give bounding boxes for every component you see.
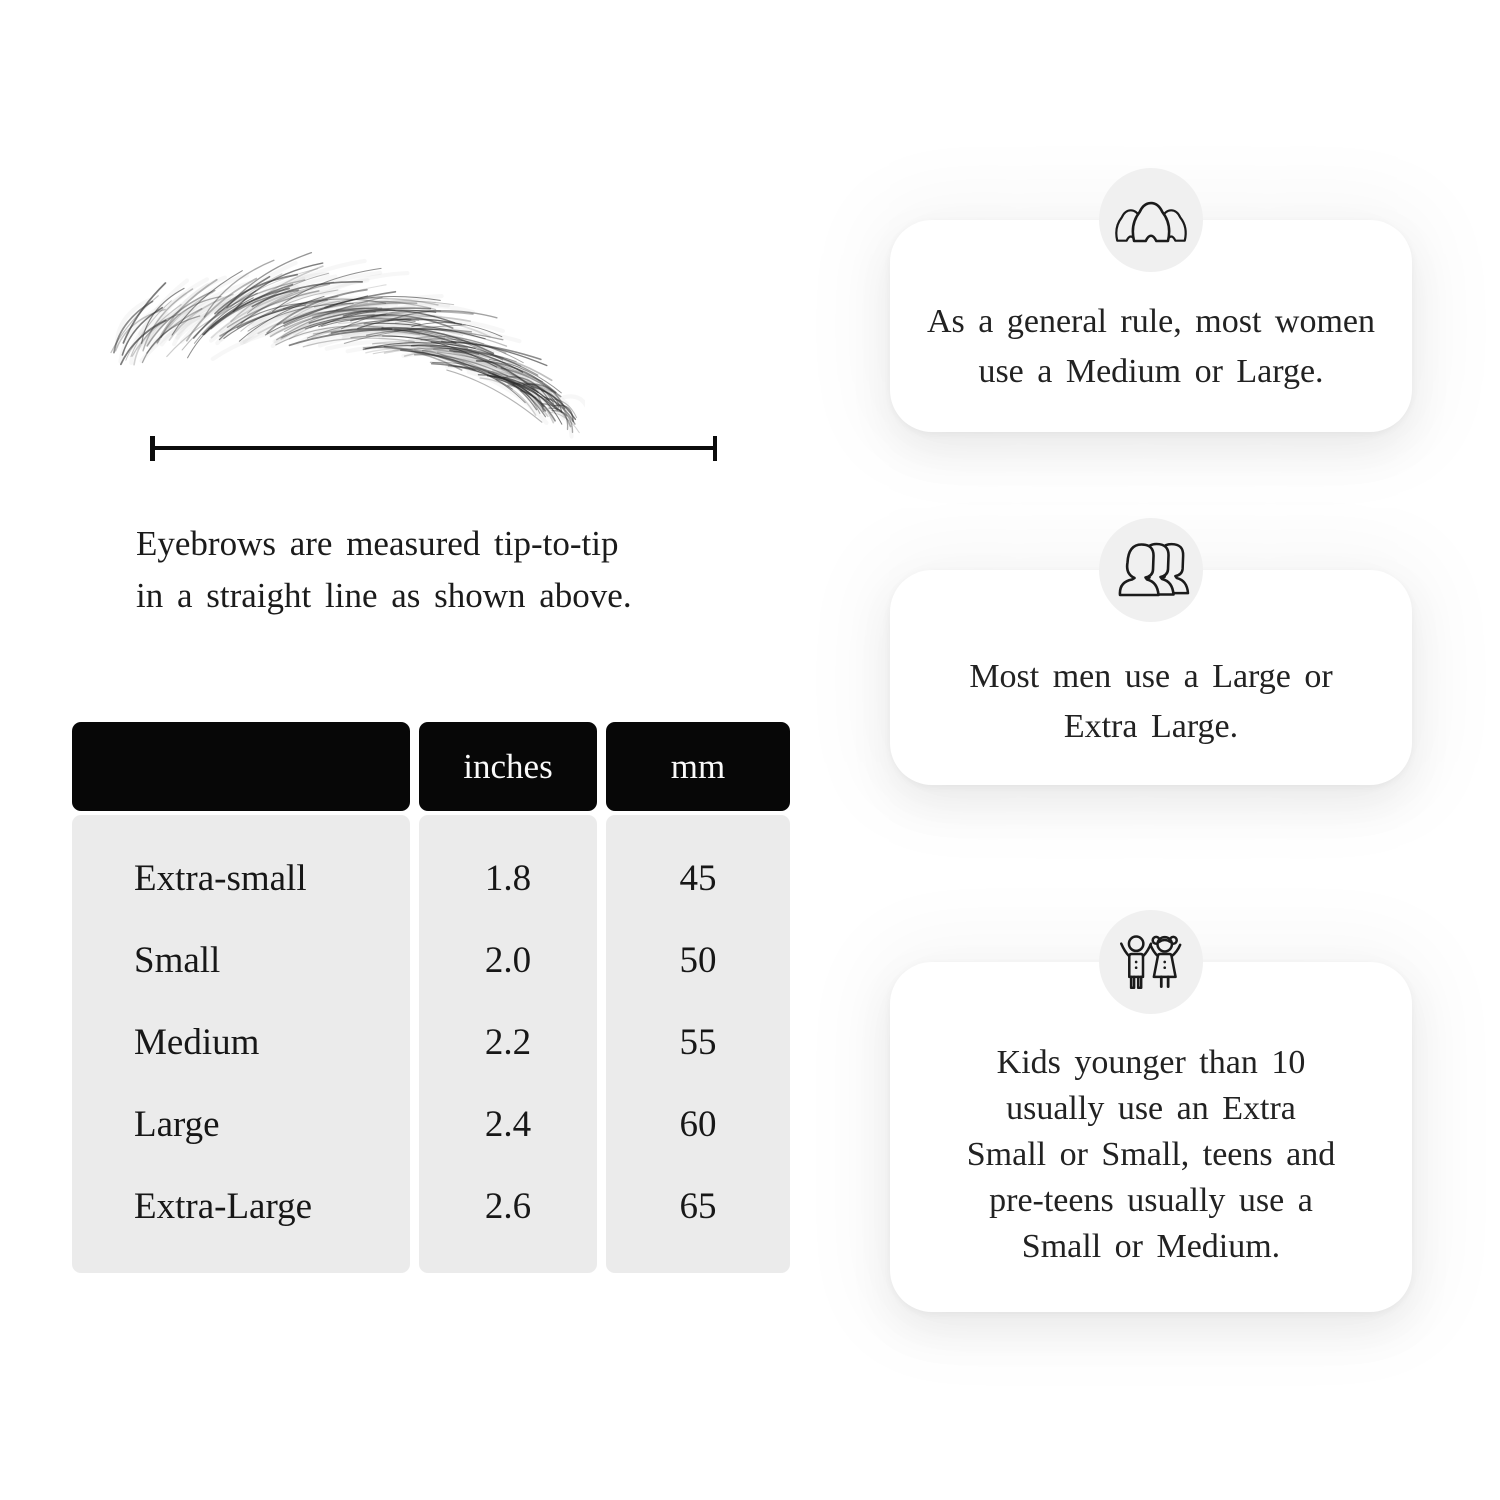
measurement-line-right-cap bbox=[713, 436, 718, 461]
size-label: Medium bbox=[134, 1021, 260, 1063]
inches-value: 2.0 bbox=[484, 939, 532, 981]
size-label: Extra-Large bbox=[134, 1185, 313, 1227]
table-header-inches: inches bbox=[419, 722, 597, 811]
mm-value: 45 bbox=[679, 857, 717, 899]
figure-caption bbox=[136, 518, 632, 622]
inches-value: 2.2 bbox=[484, 1021, 532, 1063]
mm-value: 55 bbox=[679, 1021, 717, 1063]
table-header-size bbox=[72, 722, 410, 811]
mm-column bbox=[606, 815, 790, 1273]
inches-value: 2.6 bbox=[484, 1185, 532, 1227]
women-badge bbox=[1099, 168, 1203, 272]
size-table-header-row bbox=[72, 722, 790, 811]
note-card-women bbox=[890, 220, 1412, 432]
size-label: Extra-small bbox=[134, 857, 307, 899]
figure-caption-line-1: Eyebrows are measured tip-to-tip bbox=[136, 524, 619, 563]
kids-icon bbox=[1112, 930, 1190, 994]
size-label-column bbox=[72, 815, 410, 1273]
note-card-kids bbox=[890, 962, 1412, 1312]
inches-value: 1.8 bbox=[484, 857, 532, 899]
inches-column bbox=[419, 815, 597, 1273]
size-label: Large bbox=[134, 1103, 220, 1145]
mm-value: 60 bbox=[679, 1103, 717, 1145]
size-table-body bbox=[72, 815, 790, 1273]
inches-value: 2.4 bbox=[484, 1103, 532, 1145]
size-table bbox=[72, 722, 790, 1273]
men-badge bbox=[1099, 518, 1203, 622]
men-group-icon bbox=[1108, 539, 1194, 601]
eyebrow-illustration bbox=[100, 230, 585, 443]
table-header-mm: mm bbox=[606, 722, 790, 811]
measurement-line bbox=[150, 436, 717, 461]
mm-value: 50 bbox=[679, 939, 717, 981]
measurement-line-bar bbox=[150, 446, 717, 450]
size-label: Small bbox=[134, 939, 221, 981]
mm-value: 65 bbox=[679, 1185, 717, 1227]
note-card-men-text: Most men use a Large or Extra Large. bbox=[969, 658, 1333, 745]
note-card-women-text: As a general rule, most women use a Medium or Large. bbox=[927, 303, 1375, 390]
note-card-men bbox=[890, 570, 1412, 785]
women-group-icon bbox=[1109, 193, 1193, 247]
note-card-kids-text: Kids younger than 10 usually use an Extra Small or Small, teens and pre-teens usually use a Small or Medium. bbox=[966, 1044, 1336, 1265]
kids-badge bbox=[1099, 910, 1203, 1014]
figure-caption-line-2: in a straight line as shown above. bbox=[136, 576, 632, 615]
